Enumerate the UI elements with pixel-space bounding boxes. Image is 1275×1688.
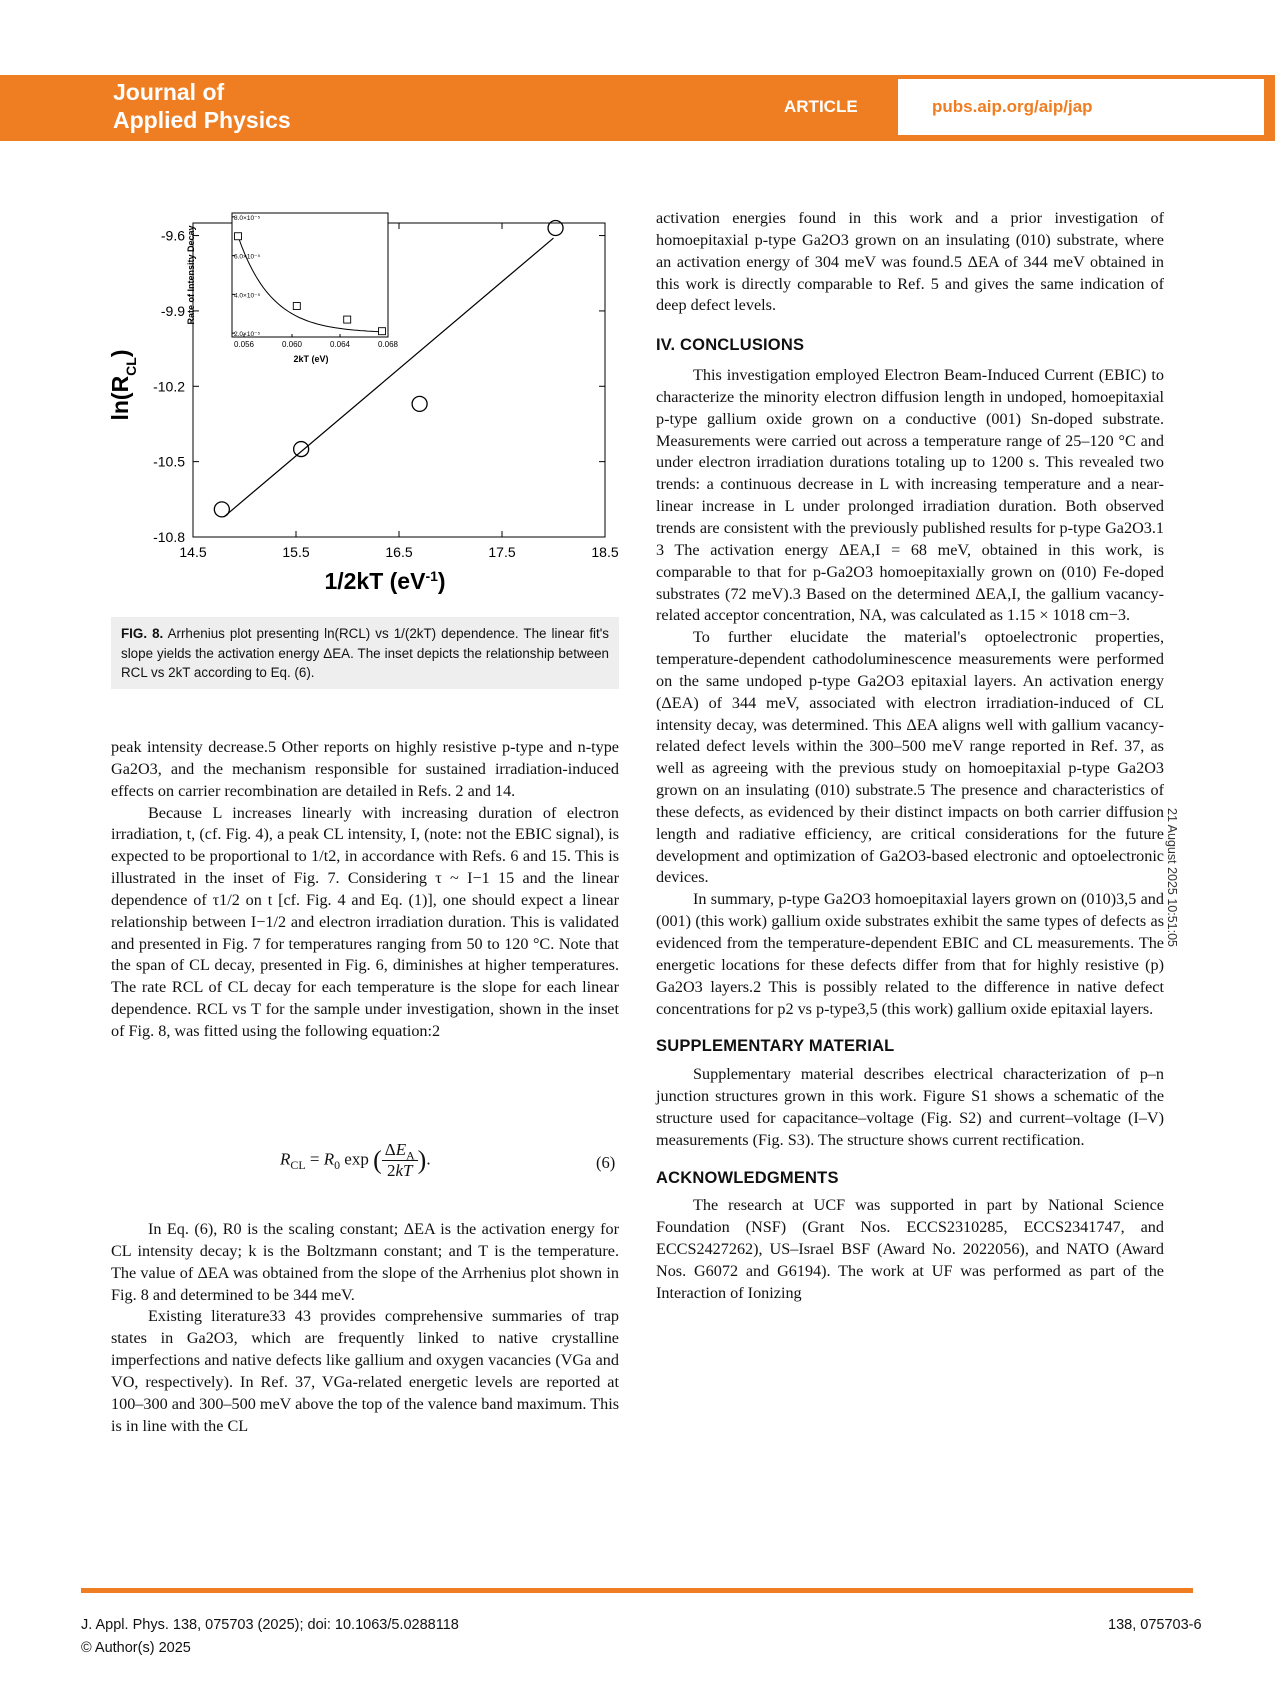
right-column bbox=[656, 208, 1164, 1305]
section-heading-acknowledgments: ACKNOWLEDGMENTS bbox=[656, 1168, 839, 1187]
inset-x-tick-label: 0.068 bbox=[377, 340, 399, 349]
right-paragraph-5: Supplementary material describes electrical characterization of p–n junction structures grown in this work. Figure S1 shows a schematic of the structure used for capacitance–voltage (Fig. S2) and current–voltage (I–V) measurements (Fig. S3). The structure shows current rectification. bbox=[656, 1065, 1164, 1149]
left-paragraph-2: Because L increases linearly with increasing duration of electron irradiation, t, (cf. Fig. 4), a peak CL intensity, I, (note: not the EBIC signal), is expected to be proportional to 1/t2, in accordance with Refs. 6 and 15. This is illustrated in the inset of Fig. 7. Considering τ ~ I−1 15 and the linear dependence of τ1/2 on t [cf. Fig. 4 and Eq. (1)], one should expect a linear relationship between I−1/2 and electron irradiation duration. This is validated and presented in Fig. 7 for temperatures ranging from 50 to 120 °C. Note that the span of CL decay, presented in Fig. 6, diminishes at higher temperatures. The rate RCL of CL decay for each temperature is the slope for each linear dependence. RCL vs T for the sample under investigation, shown in the inset of Fig. 8, was fitted using the following equation:2 bbox=[111, 803, 619, 1040]
right-paragraph-4: In summary, p-type Ga2O3 homoepitaxial layers grown on (010)3,5 and (001) (this work) gallium oxide substrates exhibit the same types of defects as evidenced from the temperature-dependent EBIC and CL measurements. The energetic locations for these defects differ from that for highly resistive (p) Ga2O3 layers.2 This is possibly related to the difference in native defect concentrations for p2 vs p-type3,5 (this work) gallium oxide epitaxial layers. bbox=[656, 890, 1164, 1018]
x-tick-label: 18.5 bbox=[591, 544, 619, 560]
inset-x-tick-label: 0.064 bbox=[329, 340, 351, 349]
inset-x-tick-label: 0.056 bbox=[233, 340, 255, 349]
inset-x-axis-label: 2kT (eV) bbox=[293, 354, 329, 364]
data-point bbox=[294, 442, 309, 457]
left-paragraph-3: In Eq. (6), R0 is the scaling constant; ΔEA is the activation energy for CL intensity decay; k is the Boltzmann constant; and T is the temperature. The value of ΔEA was obtained from the slope of the Arrhenius plot shown in Fig. 8 and determined to be 344 meV. bbox=[111, 1220, 619, 1304]
article-label: ARTICLE bbox=[784, 97, 858, 116]
equation-number: (6) bbox=[596, 1153, 616, 1172]
section-heading-supplementary: SUPPLEMENTARY MATERIAL bbox=[656, 1037, 895, 1056]
left-paragraph-4: Existing literature33 43 provides comprehensive summaries of trap states in Ga2O3, which are frequently linked to native crystalline imperfections and native defects like gallium and oxygen vacancies (VGa and VO, respectively). In Ref. 37, VGa-related energetic levels are reported at 100–300 and 300–500 meV above the top of the valence band maximum. This is in line with the CL bbox=[111, 1307, 619, 1435]
figure-8-arrhenius-plot bbox=[100, 200, 630, 600]
right-paragraph-2: This investigation employed Electron Beam-Induced Current (EBIC) to characterize the minority electron diffusion length in undoped, homoepitaxial p-type gallium oxide grown on a conductive (001) Sn-doped substrate. Measurements were carried out across a temperature range of 25–120 °C and under electron irradiation durations totaling up to 1200 s. This revealed two trends: a continuous decrease in L with increasing temperature and a near-linear increase in L under prolonged irradiation duration. Both observed trends are consistent with the previously published results for p-type Ga2O3.1 3 The activation energy ΔEA,I = 68 meV, obtained in this work, is comparable to that for p-Ga2O3 homoepitaxially grown on (010) Fe-doped substrates (72 meV).3 Based on the determined ΔEA,I, the gallium vacancy-related acceptor concentration, NA, was calculated as 1.15 × 1018 cm−3. bbox=[656, 366, 1164, 625]
journal-title-line1: Journal of bbox=[113, 79, 225, 105]
inset-y-tick-label: 6.0×10⁻⁵ bbox=[234, 253, 261, 261]
x-tick-label: 17.5 bbox=[488, 544, 516, 560]
data-point bbox=[214, 502, 229, 517]
footer-citation: J. Appl. Phys. 138, 075703 (2025); doi: 10.1063/5.0288118 bbox=[81, 1617, 459, 1633]
equation-6: $R_{CL} = R_0$ exp ( $\frac{\Delta E_A}{2kT}$ ). bbox=[280, 1140, 431, 1180]
left-paragraph-1: peak intensity decrease.5 Other reports on highly resistive p-type and n-type Ga2O3, and the mechanism responsible for sustained irradiation-induced effects on carrier recombination are detailed in Refs. 2 and 14. bbox=[111, 738, 619, 800]
y-tick-label: -10.5 bbox=[153, 453, 185, 470]
x-tick-label: 16.5 bbox=[385, 544, 413, 560]
footer-rule bbox=[81, 1588, 1193, 1593]
inset-data-point bbox=[379, 328, 386, 335]
y-axis-label: $\ln(R_{CL})$ bbox=[107, 349, 139, 421]
figure-caption bbox=[111, 617, 619, 689]
x-axis-label: 1/2kT $(eV^{-1})$ bbox=[324, 568, 446, 594]
download-date-text: 21 August 2025 10:51:05 bbox=[1165, 808, 1179, 948]
right-paragraph-3: To further elucidate the material's optoelectronic properties, temperature-dependent cathodoluminescence measurements were performed on the same undoped p-type Ga2O3 epitaxial layers. An activation energy (ΔEA) of 344 meV, associated with electron irradiation-induced of CL intensity decay, was determined. This ΔEA aligns well with gallium vacancy-related defect levels within the 300–500 meV range reported in Ref. 37, as well as agreeing with the previous study on homoepitaxial p-type Ga2O3 grown on an insulating (010) substrate.5 The presence and characteristics of these defects, as evidenced by their distinct impacts on both carrier diffusion length and radiative efficiency, are critical considerations for the future development and optimization of Ga2O3-based electronic and optoelectronic devices. bbox=[656, 628, 1164, 887]
right-paragraph-6: The research at UCF was supported in part by National Science Foundation (NSF) (Grant Nos. ECCS2310285, ECCS2341747, and ECCS2427262), US–Israel BSF (Award No. 2022056), and NATO (Award Nos. G6072 and G6194). The work at UF was performed as part of the Interaction of Ionizing bbox=[656, 1196, 1164, 1302]
y-tick-label: -9.6 bbox=[160, 227, 185, 244]
journal-url-link[interactable]: pubs.aip.org/aip/jap bbox=[932, 97, 1093, 116]
y-tick-label: -9.9 bbox=[160, 302, 185, 319]
inset-y-tick-label: 4.0×10⁻⁵ bbox=[234, 292, 261, 300]
section-heading-conclusions: IV. CONCLUSIONS bbox=[656, 336, 805, 355]
data-point bbox=[412, 396, 427, 411]
inset-data-point bbox=[293, 303, 300, 310]
caption-label: FIG. 8. bbox=[121, 626, 164, 641]
right-paragraph-1: activation energies found in this work and a prior investigation of homoepitaxial p-type Ga2O3 grown on an insulating (010) substrate, where an activation energy of 304 meV was found.5 ΔEA of 344 meV obtained in this work is directly comparable to Ref. 5 and gives the same indication of deep defect levels. bbox=[656, 209, 1164, 315]
left-column-lower bbox=[111, 1219, 619, 1437]
inset-y-tick-label: 2.0×10⁻⁵ bbox=[234, 331, 261, 339]
journal-title[interactable] bbox=[113, 78, 291, 134]
y-tick-label: -10.2 bbox=[153, 378, 185, 395]
inset-x-tick-label: 0.060 bbox=[281, 340, 303, 349]
inset-data-point bbox=[235, 233, 242, 240]
left-column bbox=[111, 737, 619, 1043]
inset-y-tick-label: 8.0×10⁻⁵ bbox=[234, 214, 261, 222]
inset-data-point bbox=[344, 316, 351, 323]
x-tick-label: 15.5 bbox=[282, 544, 310, 560]
journal-title-line2: Applied Physics bbox=[113, 107, 291, 133]
download-date-stamp bbox=[1163, 808, 1185, 958]
inset-y-axis-label: Rate of Intensity Decay bbox=[186, 225, 196, 325]
y-tick-label: -10.8 bbox=[153, 529, 185, 545]
x-tick-label: 14.5 bbox=[179, 544, 207, 560]
caption-text: Arrhenius plot presenting ln(RCL) vs 1/(2kT) dependence. The linear fit's slope yields the activation energy ΔEA. The inset depicts the relationship between RCL vs 2kT according to Eq. (6). bbox=[121, 626, 609, 680]
footer-copyright: © Author(s) 2025 bbox=[81, 1640, 191, 1656]
footer-page-number: 138, 075703-6 bbox=[1108, 1617, 1202, 1633]
